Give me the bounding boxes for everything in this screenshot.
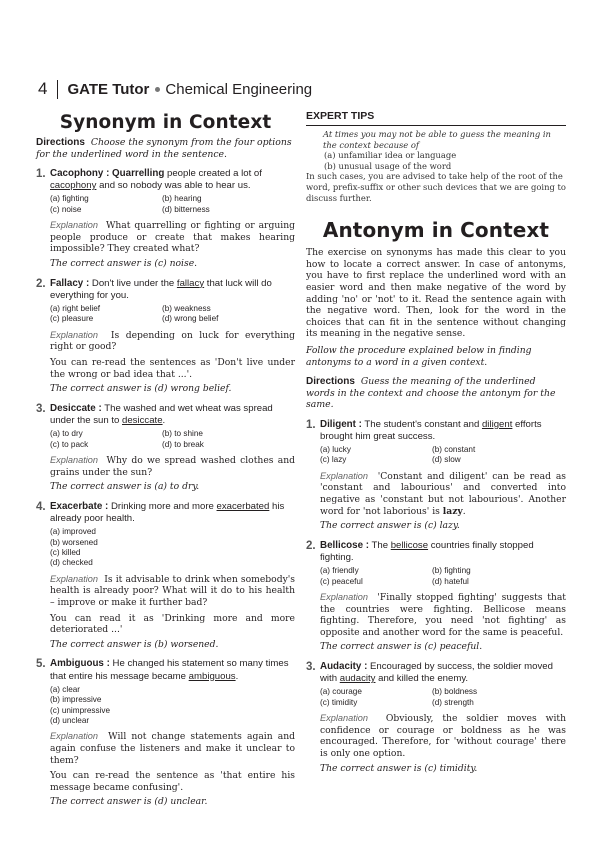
option-item: (b) constant xyxy=(432,445,476,454)
question-item xyxy=(306,661,566,774)
tips-divider xyxy=(306,125,566,126)
explanation-text: Why do we spread washed clothes and grains under the sun? xyxy=(50,455,295,478)
option-item: (d) bitterness xyxy=(162,204,210,214)
options-list xyxy=(50,194,295,215)
explanation xyxy=(50,330,295,353)
explanation-text: 'Constant and diligent' can be read as 'constant and labourious' and converted into negative as 'constant but not labourious'. Another word for 'not laborious' is xyxy=(320,470,567,517)
option-item: (c) to pack xyxy=(50,439,89,449)
option-item: (b) worsened xyxy=(50,537,98,547)
option-item: (d) slow xyxy=(432,455,461,465)
question-text-pre: The washed and wet wheat was spread under the sun to xyxy=(50,402,273,426)
question-text xyxy=(50,403,295,427)
underlined-word: ambiguous xyxy=(188,670,236,682)
explanation-text: 'Finally stopped fighting' suggests that the countries were fighting. Bellicose means fighting. Therefore, you need 'not fighting' as opposite and another word for the same is peaceful. xyxy=(320,592,567,638)
tips-item: (a) unfamiliar idea or language xyxy=(324,150,457,161)
option-item: (a) to dry xyxy=(50,429,83,439)
underlined-word: diligent xyxy=(481,418,513,430)
question-text xyxy=(320,661,566,685)
option-item: (b) fighting xyxy=(432,566,471,576)
explanation-label: Explanation xyxy=(320,592,369,602)
question-text-post: . xyxy=(235,670,239,682)
question-item xyxy=(36,658,295,808)
question-text-pre: Encouraged by success, the soldier moved with xyxy=(320,660,553,685)
underlined-word: cacophony xyxy=(50,180,97,192)
question-keyword: Fallacy : xyxy=(50,277,90,289)
underlined-word: exacerbated xyxy=(216,500,270,512)
correct-answer: The correct answer is (c) timidity. xyxy=(320,762,478,774)
correct-answer: The correct answer is (b) worsened. xyxy=(50,638,219,650)
question-text-pre: people created a lot of xyxy=(164,168,262,179)
option-item: (a) friendly xyxy=(320,566,359,576)
underlined-word: fallacy xyxy=(176,277,205,289)
option-item: (d) strength xyxy=(432,697,474,707)
underlined-word: bellicose xyxy=(390,539,429,551)
option-item: (a) fighting xyxy=(50,194,89,204)
question-text-pre: The student's constant and xyxy=(361,418,482,430)
option-item: (a) right belief xyxy=(50,304,101,313)
question-item xyxy=(306,540,566,653)
options-list xyxy=(50,304,295,325)
option-item: (d) to break xyxy=(162,439,204,449)
explanation xyxy=(320,713,566,759)
option-item: (c) pleasure xyxy=(50,314,94,324)
synonym-directions xyxy=(36,137,295,160)
explanation-bold: lazy xyxy=(442,505,463,517)
option-item: (a) improved xyxy=(50,527,96,537)
option-item: (d) unclear xyxy=(50,716,90,725)
options-list xyxy=(320,566,566,587)
option-item: (b) hearing xyxy=(162,194,202,204)
question-text-pre: Don't live under the xyxy=(89,277,177,289)
question-number: 5. xyxy=(36,658,46,671)
option-item: (b) to shine xyxy=(162,429,203,439)
explanation-extra: You can read it as 'Drinking more and more deteriorated ...' xyxy=(50,612,295,636)
correct-answer: The correct answer is (d) wrong belief. xyxy=(50,383,232,395)
explanation xyxy=(50,574,295,609)
option-item: (c) killed xyxy=(50,548,81,557)
explanation-extra: You can re-read the sentences as 'Don't live under the wrong or bad idea that ...'. xyxy=(50,357,295,380)
question-number: 3. xyxy=(36,402,46,415)
option-item: (a) lucky xyxy=(320,445,351,454)
option-item: (c) peaceful xyxy=(320,576,363,586)
tips-outro: In such cases, you are advised to take help of the root of the word, prefix-suffix or other such devices that we are going to discuss further. xyxy=(306,171,566,203)
question-number: 3. xyxy=(306,660,316,673)
explanation-label: Explanation xyxy=(50,455,99,465)
option-item: (d) hateful xyxy=(432,576,469,586)
question-text-pre: He changed his statement so many times that entire his message became xyxy=(50,658,289,682)
page-number: 4 xyxy=(38,79,48,98)
option-item: (a) courage xyxy=(320,687,362,697)
book-title: GATE Tutor xyxy=(67,80,150,98)
bullet-icon xyxy=(155,87,160,92)
option-item: (b) impressive xyxy=(50,695,102,705)
question-keyword: Desiccate : xyxy=(50,402,102,414)
question-number: 4. xyxy=(36,500,46,513)
question-keyword: Bellicose : xyxy=(320,539,370,551)
explanation xyxy=(50,731,295,766)
explanation: Explanation 'Constant and diligent' can be read as 'constant and labourious' and converted into negative as 'constant but not labourious'. Another word for 'not laborious' is lazy. xyxy=(320,470,567,517)
explanation-text: What quarrelling or fighting or arguing people produce or create that makes hearing impossible? They created what? xyxy=(50,220,295,255)
tips-intro: At times you may not be able to guess the meaning in the context because of xyxy=(323,129,551,150)
options-list xyxy=(320,687,566,708)
directions-text: Guess the meaning of the underlined words in the context and choose the antonym for the same. xyxy=(306,376,556,411)
options-list xyxy=(320,445,566,466)
antonym-directions xyxy=(306,376,566,411)
synonym-section-title: Synonym in Context xyxy=(59,112,272,133)
explanation-label: Explanation xyxy=(50,329,99,340)
explanation-text: Will not change statements again and again confuse the listeners and make it unclear to them? xyxy=(50,731,296,766)
correct-answer: The correct answer is (a) to dry. xyxy=(50,481,200,493)
question-text xyxy=(50,168,295,192)
question-keyword: Exacerbate : xyxy=(50,500,109,512)
antonym-follow-note: Follow the procedure explained below in finding antonyms to a word in a given context. xyxy=(306,344,532,368)
explanation-label: Explanation xyxy=(50,731,99,742)
expert-tips-box xyxy=(306,129,566,203)
question-item xyxy=(306,419,566,532)
left-column xyxy=(36,110,295,808)
option-item: (d) checked xyxy=(50,558,93,568)
question-number: 2. xyxy=(36,277,46,290)
header-divider xyxy=(57,80,58,99)
question-text-post: that luck will do everything for you. xyxy=(50,277,272,301)
antonym-section-title: Antonym in Context xyxy=(322,218,550,243)
options-list xyxy=(50,429,295,450)
correct-answer: The correct answer is (c) peaceful. xyxy=(320,641,483,653)
question-item xyxy=(36,168,295,270)
book-subject: Chemical Engineering xyxy=(165,80,313,98)
question-keyword: Ambiguous : xyxy=(50,658,110,670)
question-number: 1. xyxy=(306,418,316,431)
directions-text: Choose the synonym from the four options for the underlined word in the sentence. xyxy=(36,137,292,160)
option-item: (d) wrong belief xyxy=(162,314,219,324)
antonym-questions xyxy=(306,419,566,775)
explanation-label: Explanation xyxy=(50,573,99,584)
right-column xyxy=(306,110,566,774)
question-text-pre: The xyxy=(369,539,391,551)
question-text xyxy=(50,501,295,525)
question-keyword: Audacity : xyxy=(320,660,368,672)
explanation-text: Obviously, the soldier moves with confidence or courage or boldness as he was encouraged. Therefore, for 'without courage' there is only one option. xyxy=(320,713,566,759)
options-list xyxy=(50,685,295,727)
question-text xyxy=(50,658,295,682)
question-text xyxy=(320,540,566,564)
option-item: (c) lazy xyxy=(320,455,347,465)
question-text-post: and so nobody was able to hear us. xyxy=(96,180,251,192)
option-item: (b) boldness xyxy=(432,687,478,697)
question-keyword: Cacophony : Quarrelling xyxy=(50,168,165,179)
explanation-text: Is depending on luck for everything right or good? xyxy=(50,329,296,353)
underlined-word: audacity xyxy=(339,673,376,685)
directions-label: Directions xyxy=(36,137,85,148)
question-item xyxy=(36,278,295,395)
option-item: (a) clear xyxy=(50,684,81,694)
directions-label: Directions xyxy=(306,376,355,388)
tips-item: (b) unusual usage of the word xyxy=(324,160,452,171)
question-item xyxy=(36,403,295,493)
page-header xyxy=(38,78,312,100)
question-number: 1. xyxy=(36,168,46,180)
explanation-extra: You can re-read the sentence as 'that entire his message became confusing'. xyxy=(50,770,295,793)
explanation-text: Is it advisable to drink when somebody's health is already poor? What will it do to his health – improve or make it further bad? xyxy=(50,573,296,608)
question-text-post: . xyxy=(162,414,166,426)
option-item: (c) timidity xyxy=(320,697,358,707)
option-item: (c) noise xyxy=(50,204,82,214)
synonym-questions xyxy=(36,168,295,808)
option-item: (b) weakness xyxy=(162,304,211,313)
explanation xyxy=(320,592,566,638)
question-text-pre: Drinking more and more xyxy=(108,500,217,512)
question-text xyxy=(50,278,295,302)
option-item: (c) unimpressive xyxy=(50,705,111,715)
question-number: 2. xyxy=(306,539,316,552)
question-text xyxy=(320,419,566,443)
explanation xyxy=(50,220,295,255)
question-item xyxy=(36,501,295,651)
underlined-word: desiccate xyxy=(122,414,163,426)
antonym-intro: The exercise on synonyms has made this clear to you how to locate a correct answer. In case of antonyms, you have to first replace the underlined word with an easier word and then make negative of the word by adding 'no' or 'not' to it. Read the sentence again with the negative word. Then, look for the word in the choices that can fit in the sentence without changing its meaning in the negative sense. xyxy=(306,247,566,340)
question-text-post: and killed the enemy. xyxy=(375,673,469,685)
correct-answer: The correct answer is (c) lazy. xyxy=(320,520,460,532)
question-text-post: efforts brought him great success. xyxy=(320,418,542,442)
explanation xyxy=(50,455,295,478)
question-keyword: Diligent : xyxy=(320,418,362,430)
explanation-label: Explanation xyxy=(50,220,99,231)
correct-answer: The correct answer is (d) unclear. xyxy=(50,796,208,808)
options-list xyxy=(50,527,295,569)
question-text-post: his already poor health. xyxy=(50,500,285,524)
correct-answer: The correct answer is (c) noise. xyxy=(50,258,198,269)
expert-tips-title: EXPERT TIPS xyxy=(306,110,375,122)
explanation-label: Explanation xyxy=(320,713,369,724)
explanation-label: Explanation xyxy=(320,470,369,481)
question-text-post: countries finally stopped fighting. xyxy=(320,539,534,563)
